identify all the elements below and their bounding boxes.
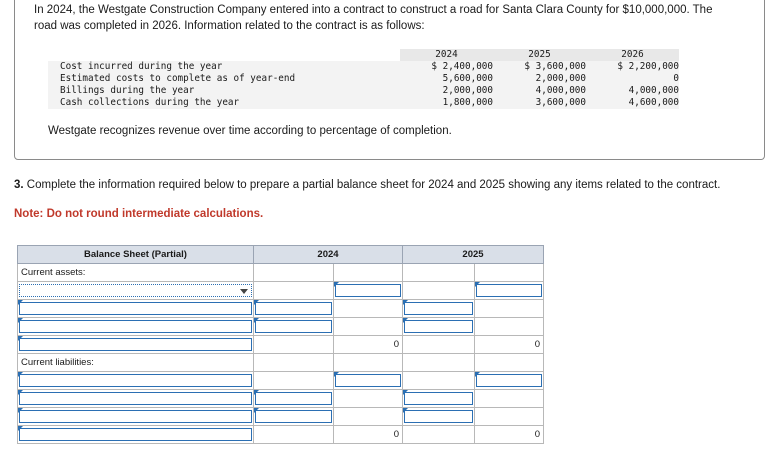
asset-2024-input[interactable] [334,282,403,300]
row-value: $ 2,400,000 [400,61,493,73]
assets-total-2024: 0 [334,336,403,354]
note-text: Note: Do not round intermediate calculations. [14,208,264,220]
row-value: 2,000,000 [400,85,493,97]
liability-2024-input[interactable] [334,372,403,390]
contract-data-table [48,49,679,109]
liability-2024-input[interactable] [254,390,334,408]
year-header-2024: 2024 [400,49,493,61]
chevron-down-icon [240,289,248,294]
row-value: $ 2,200,000 [586,61,679,73]
current-assets-label-row [18,264,544,282]
question-body: Complete the information required below to prepare a partial balance sheet for 2024 and 2025 showing any items related to the contract. [26,179,721,191]
asset-row-2 [18,300,544,318]
contract-row [48,97,679,109]
liability-account-input[interactable] [18,390,254,408]
intro-text: In 2024, the Westgate Construction Company entered into a contract to construct a road for Santa Clara County for $10,000,000. The road was completed in 2026. Information related to the contract is as follows: [34,4,713,32]
assets-total-2025: 0 [475,336,544,354]
asset-2024-input[interactable] [254,300,334,318]
row-label: Cost incurred during the year [48,61,400,73]
row-value: 1,800,000 [400,97,493,109]
grid-title: Balance Sheet (Partial) [18,246,254,264]
liability-row-1 [18,372,544,390]
row-value: 4,000,000 [586,85,679,97]
liabilities-total-row [18,426,544,444]
method-text: Westgate recognizes revenue over time according to percentage of completion. [48,125,452,137]
asset-row-1 [18,282,544,300]
grid-col-2025: 2025 [403,246,544,264]
asset-2025-input[interactable] [403,318,475,336]
contract-row [48,61,679,73]
current-liabilities-label-row [18,354,544,372]
contract-header-row [48,49,679,61]
row-value: $ 3,600,000 [493,61,586,73]
grid-col-2024: 2024 [254,246,403,264]
year-header-2025: 2025 [493,49,586,61]
balance-sheet-grid [17,245,544,444]
liability-2025-input[interactable] [403,408,475,426]
liability-2025-input[interactable] [475,372,544,390]
question-number: 3. [14,179,24,191]
asset-2024-input[interactable] [254,318,334,336]
liability-account-input[interactable] [18,372,254,390]
question-text [14,178,759,193]
assets-total-row [18,336,544,354]
asset-row-3 [18,318,544,336]
grid-header-row [18,246,544,264]
liability-row-3 [18,408,544,426]
year-header-2026: 2026 [586,49,679,61]
liability-2024-input[interactable] [254,408,334,426]
liability-account-input[interactable] [18,426,254,444]
asset-2025-input[interactable] [475,282,544,300]
asset-account-input[interactable] [18,300,254,318]
row-value: 5,600,000 [400,73,493,85]
asset-account-select[interactable] [18,282,254,300]
row-value: 4,000,000 [493,85,586,97]
asset-account-input[interactable] [18,336,254,354]
contract-row [48,85,679,97]
liability-2025-input[interactable] [403,390,475,408]
current-liabilities-label: Current liabilities: [18,354,254,372]
liability-row-2 [18,390,544,408]
row-value: 0 [586,73,679,85]
row-label: Estimated costs to complete as of year-end [48,73,400,85]
row-value: 3,600,000 [493,97,586,109]
current-assets-label: Current assets: [18,264,254,282]
asset-account-input[interactable] [18,318,254,336]
liability-account-input[interactable] [18,408,254,426]
row-value: 4,600,000 [586,97,679,109]
row-label: Cash collections during the year [48,97,400,109]
row-label: Billings during the year [48,85,400,97]
liabilities-total-2025: 0 [475,426,544,444]
row-value: 2,000,000 [493,73,586,85]
contract-row [48,73,679,85]
liabilities-total-2024: 0 [334,426,403,444]
asset-2025-input[interactable] [403,300,475,318]
